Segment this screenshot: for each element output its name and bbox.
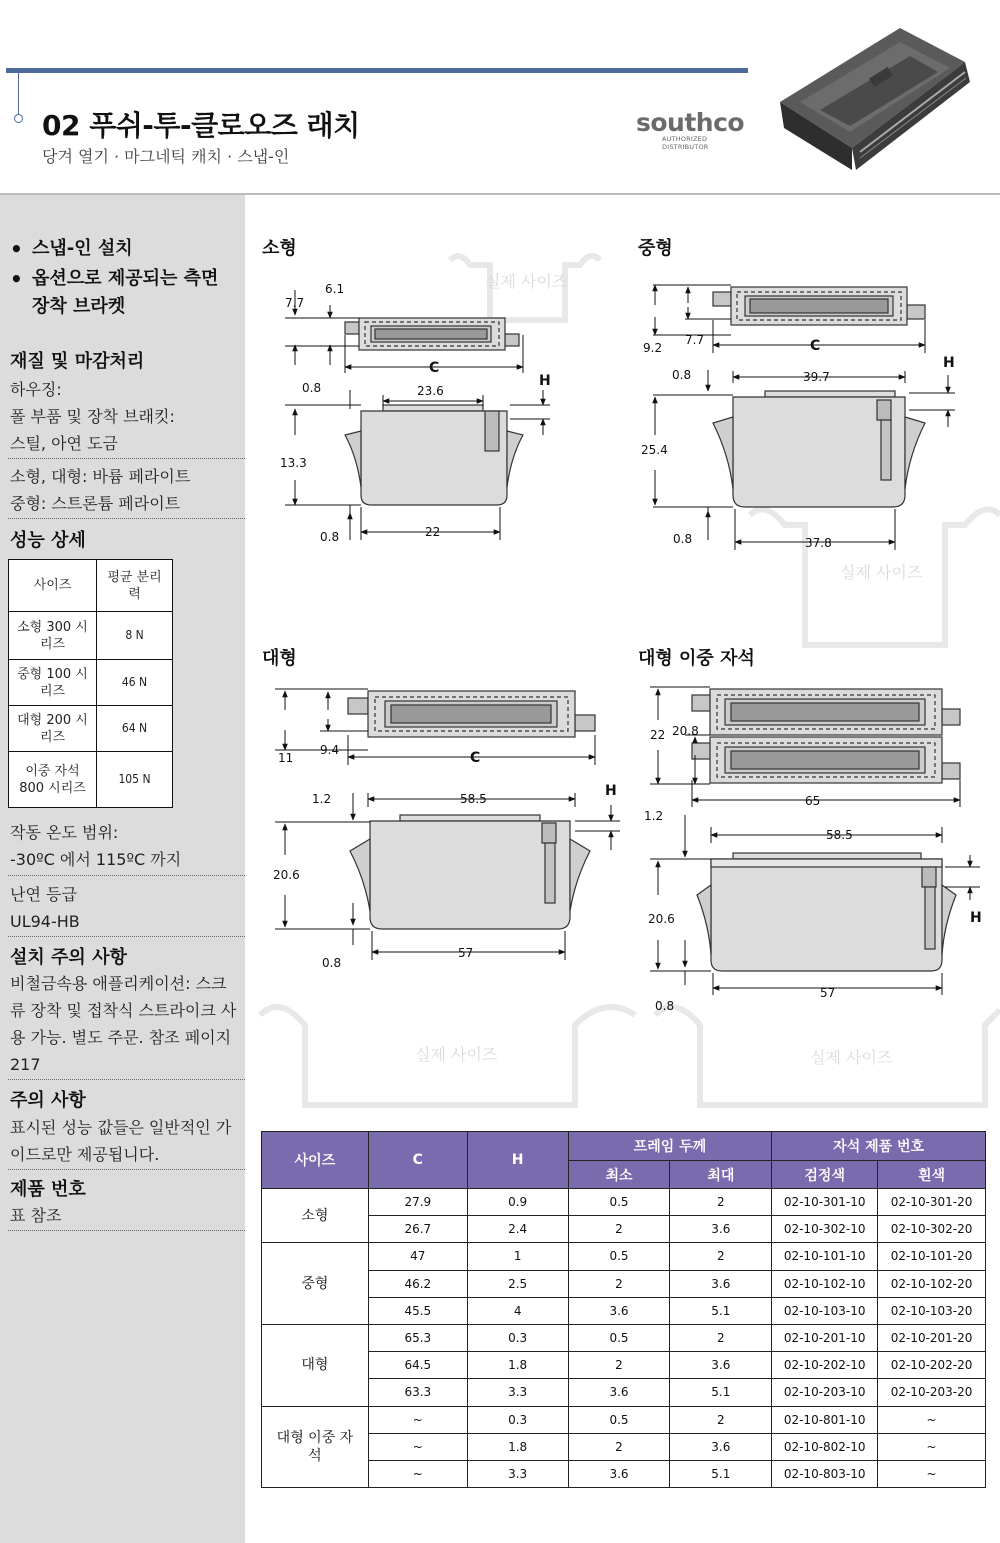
- caution-text: 표시된 성능 값들은 일반적인 가이드로만 제공됩니다.: [10, 1118, 232, 1164]
- temp-value: -30ºC 에서 115ºC 까지: [10, 850, 182, 869]
- table-cell: ~: [878, 1433, 986, 1460]
- table-cell: 02-10-201-10: [772, 1324, 878, 1351]
- table-row: [262, 1189, 986, 1216]
- divider: [8, 458, 245, 459]
- drawing-large: [348, 691, 595, 929]
- header-bullet-icon: [14, 114, 23, 123]
- flame-label: 난연 등급: [10, 885, 77, 904]
- perf-size-cell: 이중 자석 800 시리즈: [9, 752, 97, 808]
- table-cell: 46.2: [368, 1270, 467, 1297]
- dim-label: C: [470, 750, 481, 766]
- table-cell: 02-10-103-20: [878, 1297, 986, 1324]
- table-cell: 3.6: [670, 1433, 772, 1460]
- header-accent-line: [18, 73, 19, 115]
- header-accent-bar: [6, 68, 748, 73]
- table-cell: 65.3: [368, 1324, 467, 1351]
- table-cell: 2: [568, 1270, 670, 1297]
- dim-label: 0.8: [320, 530, 340, 544]
- drawing-medium: [713, 287, 925, 507]
- dim-label: 22: [650, 728, 666, 742]
- drawing-title-double: 대형 이중 자석: [638, 648, 755, 669]
- table-cell: 0.5: [568, 1243, 670, 1270]
- table-cell: 3.6: [670, 1352, 772, 1379]
- temp-label: 작동 온도 범위:: [10, 823, 119, 842]
- logo-wordmark: southco: [636, 108, 745, 137]
- table-cell: 2: [568, 1352, 670, 1379]
- performance-table: [8, 559, 173, 808]
- install-text: 비철금속용 애플리케이션: 스크류 장착 및 접착식 스트라이크 사용 가능. 별도 주문. 참조 페이지 217: [10, 974, 237, 1074]
- table-cell: ~: [368, 1433, 467, 1460]
- col-header-black: 검정색: [772, 1161, 878, 1189]
- table-row: [262, 1406, 986, 1433]
- dim-label: 9.2: [643, 341, 663, 355]
- table-cell: 3.6: [568, 1460, 670, 1487]
- dim-label: 20.6: [648, 912, 675, 926]
- table-cell: 3.3: [467, 1460, 568, 1487]
- feature-list: [10, 235, 238, 323]
- col-header-max: 최대: [670, 1161, 772, 1189]
- watermark-text: 실제 사이즈: [415, 1045, 498, 1064]
- col-header-min: 최소: [568, 1161, 670, 1189]
- table-cell: 02-10-802-10: [772, 1433, 878, 1460]
- table-row: [262, 1460, 986, 1487]
- table-cell: 2: [568, 1433, 670, 1460]
- performance-heading: 성능 상세: [10, 530, 86, 551]
- divider: [8, 936, 245, 937]
- table-cell: ~: [368, 1406, 467, 1433]
- dim-label: 23.6: [417, 384, 444, 398]
- table-row: [262, 1216, 986, 1243]
- dim-label: 20.6: [273, 868, 300, 882]
- watermark-text: 실제 사이즈: [810, 1048, 893, 1067]
- dim-label: 0.8: [672, 368, 692, 382]
- size-cell: 중형: [262, 1243, 369, 1325]
- flame-value: UL94-HB: [10, 912, 80, 931]
- dimension-drawings: [245, 195, 1000, 1125]
- divider: [8, 1169, 245, 1170]
- table-cell: 3.6: [568, 1297, 670, 1324]
- drawing-title-medium: 중형: [638, 238, 673, 259]
- size-cell: 소형: [262, 1189, 369, 1243]
- dim-label: 0.8: [302, 381, 322, 395]
- table-cell: ~: [878, 1406, 986, 1433]
- watermark-outlines: [260, 256, 1000, 1105]
- table-cell: 5.1: [670, 1297, 772, 1324]
- table-row: [262, 1270, 986, 1297]
- table-row: [262, 1324, 986, 1351]
- size-cell: 대형: [262, 1324, 369, 1406]
- table-cell: 02-10-203-20: [878, 1379, 986, 1406]
- caution-heading: 주의 사항: [10, 1090, 86, 1111]
- col-header-frame: 프레임 두께: [568, 1132, 772, 1161]
- size-cell: 대형 이중 자석: [262, 1406, 369, 1488]
- dim-label: 0.8: [655, 999, 675, 1013]
- perf-size-cell: 소형 300 시리즈: [9, 612, 97, 660]
- table-cell: 02-10-801-10: [772, 1406, 878, 1433]
- col-header-magnet: 자석 제품 번호: [772, 1132, 986, 1161]
- table-row: [262, 1297, 986, 1324]
- divider: [8, 1079, 245, 1080]
- page-title: 02 푸쉬-투-클로오즈 래치: [42, 109, 360, 142]
- table-cell: 02-10-301-10: [772, 1189, 878, 1216]
- dim-label: 25.4: [641, 443, 668, 457]
- table-cell: 02-10-103-10: [772, 1297, 878, 1324]
- southco-logo: [636, 108, 751, 151]
- table-cell: 2.5: [467, 1270, 568, 1297]
- dim-label: 57: [820, 986, 836, 1000]
- table-cell: 5.1: [670, 1460, 772, 1487]
- table-row: [262, 1433, 986, 1460]
- table-cell: 1.8: [467, 1352, 568, 1379]
- dim-label: H: [970, 910, 982, 926]
- table-cell: 02-10-101-10: [772, 1243, 878, 1270]
- material-line: 중형: 스트론튬 페라이트: [10, 494, 181, 513]
- table-cell: 0.5: [568, 1406, 670, 1433]
- table-cell: 26.7: [368, 1216, 467, 1243]
- dim-label: 37.8: [805, 536, 832, 550]
- table-cell: 0.5: [568, 1324, 670, 1351]
- table-cell: 1.8: [467, 1433, 568, 1460]
- table-cell: 0.3: [467, 1406, 568, 1433]
- dim-label: 20.8: [672, 724, 699, 738]
- table-cell: 3.6: [670, 1216, 772, 1243]
- dim-label: 58.5: [460, 792, 487, 806]
- material-heading: 재질 및 마감처리: [10, 351, 145, 372]
- perf-force-cell: 46 N: [97, 660, 173, 706]
- watermark-text: 실제 사이즈: [840, 563, 923, 582]
- material-line: 스틸, 아연 도금: [10, 434, 118, 453]
- dim-label: 58.5: [826, 828, 853, 842]
- divider: [8, 875, 245, 876]
- table-cell: 0.9: [467, 1189, 568, 1216]
- table-cell: 27.9: [368, 1189, 467, 1216]
- table-cell: 2: [568, 1216, 670, 1243]
- table-cell: 47: [368, 1243, 467, 1270]
- table-cell: ~: [368, 1460, 467, 1487]
- table-cell: 63.3: [368, 1379, 467, 1406]
- table-cell: 4: [467, 1297, 568, 1324]
- table-cell: 02-10-301-20: [878, 1189, 986, 1216]
- table-cell: 3.3: [467, 1379, 568, 1406]
- feature-item: • 스냅-인 설치: [10, 235, 238, 263]
- col-header-white: 흰색: [878, 1161, 986, 1189]
- drawing-title-large: 대형: [262, 648, 297, 669]
- table-cell: 0.3: [467, 1324, 568, 1351]
- perf-size-cell: 중형 100 시리즈: [9, 660, 97, 706]
- table-cell: 02-10-302-20: [878, 1216, 986, 1243]
- table-cell: 02-10-102-10: [772, 1270, 878, 1297]
- table-row: [262, 1352, 986, 1379]
- table-cell: ~: [878, 1460, 986, 1487]
- table-cell: 02-10-302-10: [772, 1216, 878, 1243]
- table-cell: 45.5: [368, 1297, 467, 1324]
- drawings-canvas: [245, 195, 1000, 1125]
- logo-tagline: AUTHORIZED DISTRIBUTOR: [662, 135, 709, 151]
- dim-label: 7.7: [285, 296, 305, 310]
- table-cell: 2.4: [467, 1216, 568, 1243]
- divider: [8, 518, 245, 519]
- feature-item: • 옵션으로 제공되는 측면 장착 브라켓: [10, 265, 238, 321]
- table-cell: 3.6: [568, 1379, 670, 1406]
- table-row: [262, 1243, 986, 1270]
- perf-force-cell: 105 N: [97, 752, 173, 808]
- spec-sidebar: [0, 195, 245, 1543]
- dim-label: 11: [278, 751, 294, 765]
- dim-label: 9.4: [320, 743, 340, 757]
- table-cell: 02-10-203-10: [772, 1379, 878, 1406]
- table-cell: 02-10-101-20: [878, 1243, 986, 1270]
- table-cell: 1: [467, 1243, 568, 1270]
- drawing-small: [345, 318, 523, 505]
- table-row: [262, 1379, 986, 1406]
- dim-label: H: [605, 783, 617, 799]
- table-cell: 02-10-803-10: [772, 1460, 878, 1487]
- page-subtitle: 당겨 열기 · 마그네틱 캐치 · 스냅-인: [42, 147, 290, 166]
- product-photo: [760, 20, 975, 185]
- page-header: [0, 0, 1000, 195]
- install-heading: 설치 주의 사항: [10, 947, 127, 968]
- table-cell: 2: [670, 1243, 772, 1270]
- product-table: [261, 1131, 986, 1488]
- col-header-size: 사이즈: [262, 1132, 369, 1189]
- perf-header-size: 사이즈: [9, 560, 97, 612]
- table-cell: 0.5: [568, 1189, 670, 1216]
- table-cell: 02-10-102-20: [878, 1270, 986, 1297]
- col-header-h: H: [467, 1132, 568, 1189]
- dim-label: 7.7: [685, 333, 705, 347]
- table-cell: 2: [670, 1189, 772, 1216]
- table-cell: 2: [670, 1406, 772, 1433]
- table-cell: 2: [670, 1324, 772, 1351]
- divider: [8, 1230, 245, 1231]
- dim-label: 39.7: [803, 370, 830, 384]
- drawing-title-small: 소형: [262, 238, 297, 259]
- material-line: 폴 부품 및 장착 브래킷:: [10, 407, 175, 426]
- dim-label: C: [810, 338, 821, 354]
- perf-header-force: 평균 분리력: [97, 560, 173, 612]
- perf-force-cell: 64 N: [97, 706, 173, 752]
- dim-label: 22: [425, 525, 441, 539]
- dim-label: H: [943, 355, 955, 371]
- dim-label: 1.2: [644, 809, 664, 823]
- table-cell: 5.1: [670, 1379, 772, 1406]
- material-line: 소형, 대형: 바륨 페라이트: [10, 467, 191, 486]
- table-cell: 64.5: [368, 1352, 467, 1379]
- material-line: 하우징:: [10, 380, 62, 399]
- product-table-body: [262, 1189, 986, 1488]
- partno-text: 표 참조: [10, 1206, 62, 1225]
- dim-label: 0.8: [673, 532, 693, 546]
- perf-size-cell: 대형 200 시리즈: [9, 706, 97, 752]
- dim-label: 13.3: [280, 456, 307, 470]
- dim-label: 0.8: [322, 956, 342, 970]
- dim-label: 57: [458, 946, 474, 960]
- dim-label: 6.1: [325, 282, 345, 296]
- table-cell: 02-10-201-20: [878, 1324, 986, 1351]
- watermark-text: 실제 사이즈: [485, 272, 568, 291]
- table-cell: 02-10-202-20: [878, 1352, 986, 1379]
- dim-label: 1.2: [312, 792, 332, 806]
- dim-label: H: [539, 373, 551, 389]
- dim-label: C: [429, 360, 440, 376]
- col-header-c: C: [368, 1132, 467, 1189]
- dim-label: 65: [805, 794, 821, 808]
- table-cell: 3.6: [670, 1270, 772, 1297]
- table-cell: 02-10-202-10: [772, 1352, 878, 1379]
- perf-force-cell: 8 N: [97, 612, 173, 660]
- partno-heading: 제품 번호: [10, 1179, 86, 1200]
